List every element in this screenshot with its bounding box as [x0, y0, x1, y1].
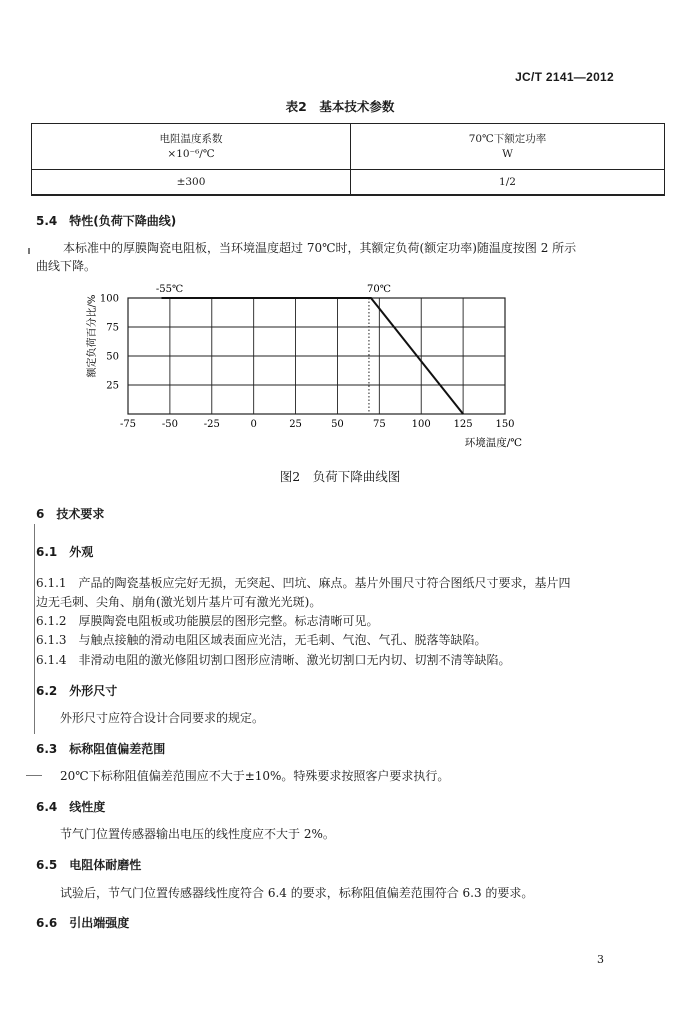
col2-value: 1/2 — [499, 176, 516, 188]
x-tick-label: 150 — [495, 419, 515, 430]
x-tick-label: 75 — [372, 419, 386, 430]
section-6-4-title: 6.4 线性度 — [36, 800, 106, 814]
section-5-4-text-line1: 本标准中的厚膜陶瓷电阻板，当环境温度超过 70℃时，其额定负荷(额定功率)随温度按图 2 所示 — [63, 241, 577, 255]
section-5-4-text-line2: 曲线下降。 — [36, 259, 97, 273]
scan-mark — [26, 775, 42, 776]
x-tick-label: -75 — [119, 419, 137, 430]
x-tick-label: -25 — [203, 419, 220, 430]
col2-header-line1: 70℃下额定功率 — [468, 133, 547, 145]
x-tick-label: 100 — [411, 419, 431, 430]
temperature-annotation: -55℃ — [155, 284, 184, 295]
section-6-2-text: 外形尺寸应符合设计合同要求的规定。 — [60, 711, 265, 725]
section-6-3-title: 6.3 标称阻值偏差范围 — [36, 742, 166, 756]
standard-number: JC/T 2141—2012 — [515, 70, 614, 84]
section-6-1-1-line1: 6.1.1 产品的陶瓷基板应完好无损，无突起、凹坑、麻点。基片外围尺寸符合图纸尺寸要求，基片四 — [36, 576, 571, 590]
section-6-6-title: 6.6 引出端强度 — [36, 916, 130, 930]
y-tick-label: 25 — [106, 380, 119, 392]
section-6-1-1-line2: 边无毛刺、尖角、崩角(激光划片基片可有激光光斑)。 — [36, 595, 322, 609]
section-6-1-3: 6.1.3 与触点接触的滑动电阻区域表面应光洁，无毛刺、气泡、气孔、脱落等缺陷。 — [36, 633, 487, 647]
section-6-1-4: 6.1.4 非滑动电阻的激光修阻切割口图形应清晰、激光切割口无内切、切割不清等缺陷。 — [36, 653, 511, 667]
scan-mark — [28, 248, 30, 254]
x-axis-label: 环境温度/℃ — [464, 437, 522, 449]
col2-header-line2: W — [502, 148, 513, 160]
section-6-1-2: 6.1.2 厚膜陶瓷电阻板或功能膜层的图形完整。标志清晰可见。 — [36, 614, 379, 628]
y-tick-label: 75 — [106, 322, 119, 334]
section-6-5-text: 试验后，节气门位置传感器线性度符合 6.4 的要求，标称阻值偏差范围符合 6.3 的要求。 — [60, 886, 534, 900]
section-6-1-title: 6.1 外观 — [36, 545, 94, 559]
section-6-5-title: 6.5 电阻体耐磨性 — [36, 858, 142, 872]
page-number: 3 — [597, 953, 604, 966]
section-5-4-title: 5.4 特性(负荷下降曲线) — [36, 214, 177, 228]
x-tick-label: 50 — [331, 419, 344, 430]
section-6-4-text: 节气门位置传感器输出电压的线性度应不大于 2%。 — [60, 827, 335, 841]
x-tick-label: -50 — [161, 419, 178, 430]
temperature-annotation: 70℃ — [366, 284, 391, 295]
figure-caption: 图2 负荷下降曲线图 — [279, 469, 401, 484]
scan-mark — [34, 524, 35, 734]
table-title: 表2 基本技术参数 — [285, 99, 395, 114]
y-axis-label: 额定负荷百分比/% — [87, 294, 98, 378]
col1-header-line2: ×10⁻⁶/℃ — [167, 148, 215, 160]
col1-header-line1: 电阻温度系数 — [159, 133, 223, 145]
x-tick-label: 25 — [289, 419, 302, 430]
section-6-2-title: 6.2 外形尺寸 — [36, 684, 118, 698]
section-6-3-text: 20℃下标称阻值偏差范围应不大于±10%。特殊要求按照客户要求执行。 — [60, 769, 450, 783]
parameter-table — [31, 123, 665, 196]
y-tick-label: 50 — [106, 351, 119, 363]
x-tick-label: 0 — [250, 419, 257, 430]
x-tick-label: 125 — [453, 419, 473, 430]
col1-value: ±300 — [176, 176, 206, 188]
y-tick-label: 100 — [99, 293, 119, 305]
section-6-title: 6 技术要求 — [36, 507, 105, 521]
load-derating-chart — [0, 280, 680, 480]
